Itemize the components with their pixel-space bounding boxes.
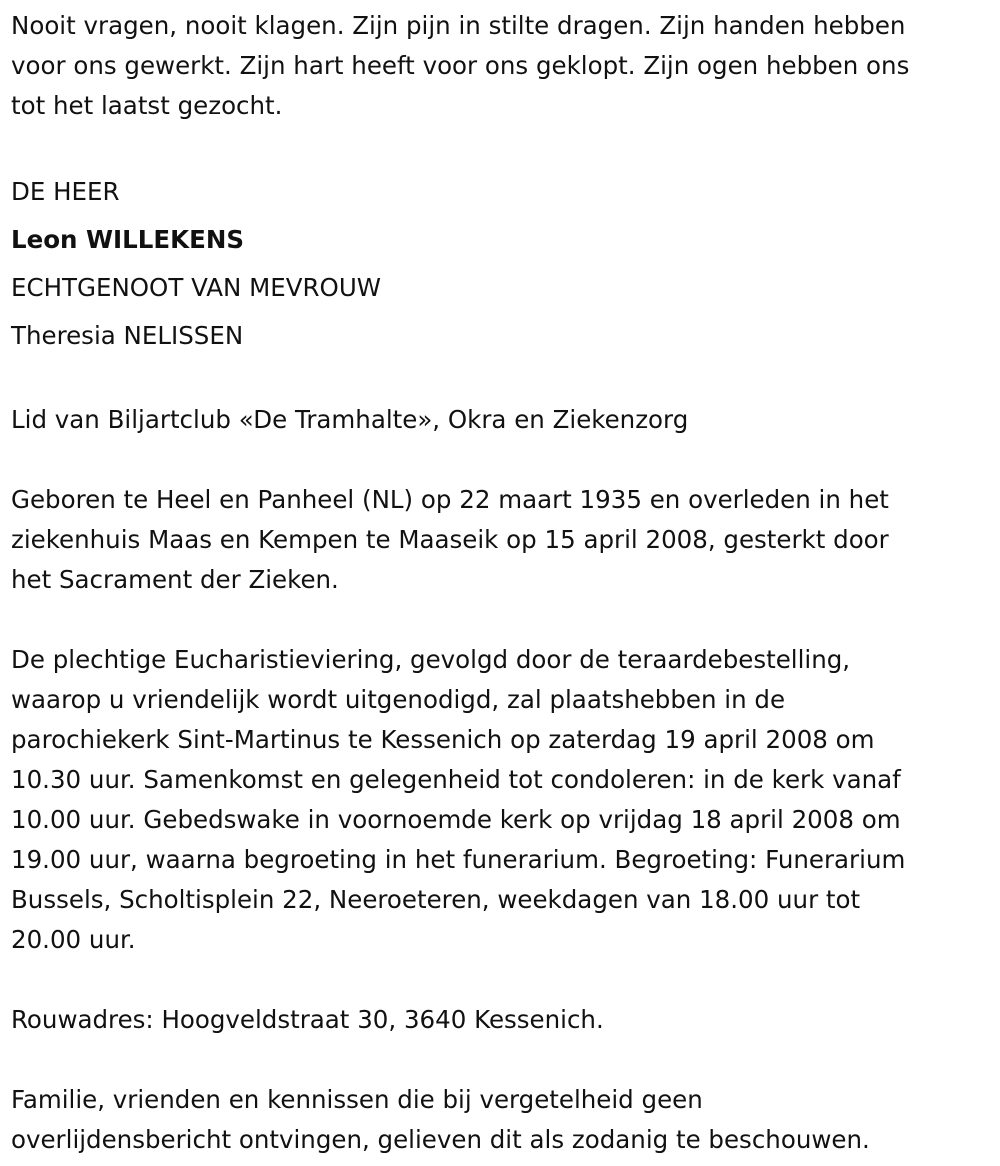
address-line: Rouwadres: Hoogveldstraat 30, 3640 Kessenich. [11, 1005, 604, 1034]
intro-line: Nooit vragen, nooit klagen. Zijn pijn in stilte dragen. Zijn handen hebben [11, 11, 906, 40]
membership-line: Lid van Biljartclub «De Tramhalte», Okra en Ziekenzorg [11, 405, 689, 434]
spacer [11, 360, 990, 400]
birth-death-paragraph [11, 480, 990, 600]
service-line: parochiekerk Sint-Martinus te Kessenich op zaterdag 19 april 2008 om [11, 725, 875, 754]
service-line: De plechtige Eucharistieviering, gevolgd door de teraardebestelling, [11, 645, 851, 674]
intro-line: voor ons gewerkt. Zijn hart heeft voor ons geklopt. Zijn ogen hebben ons [11, 51, 910, 80]
service-line: 10.30 uur. Samenkomst en gelegenheid tot condoleren: in de kerk vanaf [11, 765, 901, 794]
address-paragraph [11, 1000, 990, 1040]
birth-death-line: het Sacrament der Zieken. [11, 565, 339, 594]
spacer [11, 1040, 990, 1080]
spacer [11, 600, 990, 640]
intro-paragraph [11, 6, 990, 126]
service-line: 20.00 uur. [11, 925, 136, 954]
service-line: 10.00 uur. Gebedswake in voornoemde kerk op vrijdag 18 april 2008 om [11, 805, 901, 834]
spacer [11, 440, 990, 480]
intro-line: tot het laatst gezocht. [11, 91, 283, 120]
birth-death-line: Geboren te Heel en Panheel (NL) op 22 maart 1935 en overleden in het [11, 485, 889, 514]
deceased-name: Leon WILLEKENS [11, 225, 245, 254]
service-line: Bussels, Scholtisplein 22, Neeroeteren, weekdagen van 18.00 uur tot [11, 885, 861, 914]
spacer [11, 126, 990, 166]
membership-paragraph [11, 400, 990, 440]
deceased-header [11, 168, 990, 360]
birth-death-line: ziekenhuis Maas en Kempen te Maaseik op 15 april 2008, gesterkt door [11, 525, 889, 554]
spacer [11, 960, 990, 1000]
service-paragraph [11, 640, 990, 960]
service-line: 19.00 uur, waarna begroeting in het funerarium. Begroeting: Funerarium [11, 845, 906, 874]
spouse-name: Theresia NELISSEN [11, 321, 244, 350]
relation-label: ECHTGENOOT VAN MEVROUW [11, 273, 382, 302]
closing-line: overlijdensbericht ontvingen, gelieven dit als zodanig te beschouwen. [11, 1125, 870, 1154]
service-line: waarop u vriendelijk wordt uitgenodigd, zal plaatshebben in de [11, 685, 786, 714]
closing-paragraph [11, 1080, 990, 1160]
title-prefix: DE HEER [11, 177, 120, 206]
closing-line: Familie, vrienden en kennissen die bij vergetelheid geen [11, 1085, 703, 1114]
